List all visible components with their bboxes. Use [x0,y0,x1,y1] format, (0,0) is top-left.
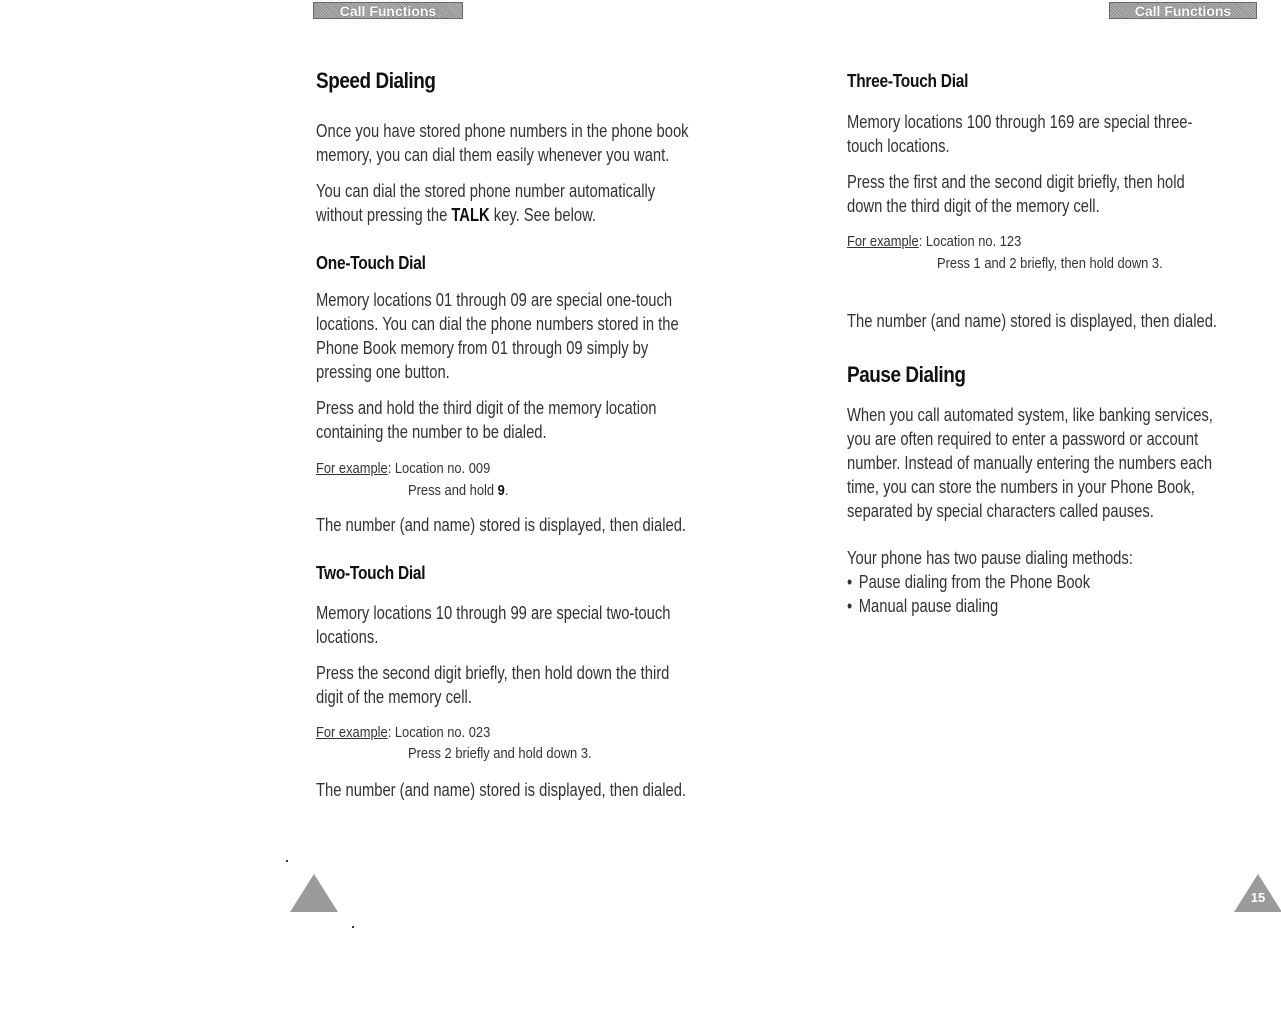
text-line: time, you can store the numbers in your Phone Book, [847,477,1195,497]
talk-key-label: TALK [451,205,490,225]
three-touch-example [847,231,1021,252]
text-fragment: . [504,482,509,499]
one-touch-paragraph-1 [316,288,679,384]
header-tab-right: Call Functions [1109,2,1257,19]
one-touch-example [316,458,490,479]
text-line: Press the first and the second digit briefly, then hold [847,172,1185,192]
two-touch-paragraph-1 [316,601,670,649]
text-line: you are often required to enter a password or account [847,429,1199,449]
text-line: Phone Book memory from 01 through 09 simply by [316,338,649,358]
text-fragment: without pressing the [316,205,452,225]
two-touch-result: The number (and name) stored is displayed, then dialed. [316,780,687,800]
text-fragment: Press and hold [408,482,498,499]
three-touch-heading: Three-Touch Dial [847,71,969,91]
page-number: 15 [1250,890,1266,905]
example-line: : Location no. 009 [387,460,491,477]
page-triangle-icon [290,874,338,912]
text-line: You can dial the stored phone number automatically [316,181,656,201]
text-line: touch locations. [847,136,950,156]
header-tab-left: Call Functions [313,2,463,19]
intro-paragraph-1 [316,119,689,167]
text-line: locations. You can dial the phone numbers stored in the [316,314,679,334]
scan-dot [286,860,288,862]
text-line: Memory locations 100 through 169 are special three- [847,112,1193,132]
intro-paragraph-2 [316,179,655,227]
text-line: memory, you can dial them easily whenever you want. [316,145,670,165]
one-touch-heading: One-Touch Dial [316,253,426,273]
text-line: containing the number to be dialed. [316,422,547,442]
list-item: • Pause dialing from the Phone Book [847,570,1133,594]
pause-methods-list [847,546,1133,618]
three-touch-paragraph-2 [847,170,1185,218]
pause-dialing-paragraph [847,403,1213,523]
example-label: For example [316,724,388,741]
one-touch-result: The number (and name) stored is displayed, then dialed. [316,515,687,535]
three-touch-example-step: Press 1 and 2 briefly, then hold down 3. [937,255,1163,272]
text-line: Memory locations 10 through 99 are special two-touch [316,603,671,623]
text-line: Press the second digit briefly, then hold down the third [316,663,670,683]
pause-methods-intro: Your phone has two pause dialing methods: [847,548,1133,568]
example-label: For example [316,460,388,477]
text-line: Memory locations 01 through 09 are special one-touch [316,290,673,310]
three-touch-paragraph-1 [847,110,1192,158]
text-line: Press and hold the third digit of the memory location [316,398,657,418]
text-line: number. Instead of manually entering the numbers each [847,453,1213,473]
example-line: : Location no. 123 [918,233,1022,250]
text-line [316,203,655,227]
list-item: • Manual pause dialing [847,594,1133,618]
text-line: digit of the memory cell. [316,687,472,707]
scan-dot [352,926,354,928]
two-touch-paragraph-2 [316,661,669,709]
page-title: Speed Dialing [316,68,436,93]
text-line: separated by special characters called pauses. [847,501,1154,521]
text-line: Once you have stored phone numbers in the phone book [316,121,689,141]
text-line: pressing one button. [316,362,450,382]
pause-dialing-heading: Pause Dialing [847,362,966,387]
two-touch-heading: Two-Touch Dial [316,563,426,583]
three-touch-result: The number (and name) stored is displayed, then dialed. [847,311,1218,331]
text-line: When you call automated system, like banking services, [847,405,1213,425]
one-touch-paragraph-2 [316,396,656,444]
two-touch-example [316,722,490,743]
one-touch-example-step [408,480,508,501]
example-label: For example [847,233,919,250]
example-line: : Location no. 023 [387,724,491,741]
two-touch-example-step: Press 2 briefly and hold down 3. [408,745,592,762]
text-line: locations. [316,627,379,647]
key-label: 9 [497,482,505,499]
text-fragment: key. See below. [489,205,597,225]
text-line: down the third digit of the memory cell. [847,196,1100,216]
